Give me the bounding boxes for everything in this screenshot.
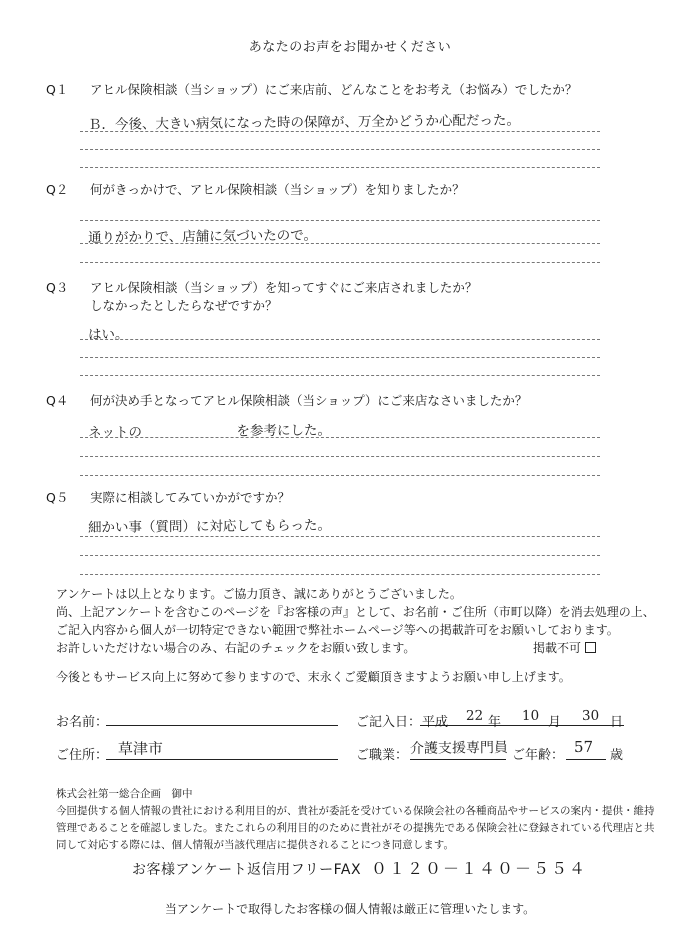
fax-number: ０１２０－１４０－５５４ bbox=[371, 859, 588, 878]
date-month-unit: 月 bbox=[548, 715, 562, 730]
q1-answer-line-3 bbox=[80, 167, 600, 168]
q5-number: Q５ bbox=[46, 490, 69, 505]
q5-answer-line-2 bbox=[80, 555, 600, 556]
q5-answer-line-1 bbox=[80, 536, 600, 537]
date-day[interactable]: 30 bbox=[581, 707, 600, 724]
q1-answer-line-2 bbox=[80, 149, 600, 150]
closing-message: 今後ともサービス向上に努めて参りますので、末永くご愛顧頂きますようお願い申し上げます。 bbox=[56, 670, 571, 684]
q5-question: 実際に相談してみていかがですか？ bbox=[90, 490, 291, 505]
q4-answer-line-2 bbox=[80, 456, 600, 457]
privacy-line-2: 管理であることを確認しました。またこれらの利用目的のために貴社がその提携先である保険会社に登録されている代理店と共 bbox=[56, 822, 655, 834]
address-field-underline bbox=[106, 759, 338, 760]
q2-answer[interactable]: 通りがかりで、店舗に気づいたので。 bbox=[87, 227, 318, 246]
notice-line-2: 尚、上記アンケートを含むこのページを『お客様の声』として、お名前・ご住所（市町以降）を消去処理の上、 bbox=[56, 605, 655, 619]
q1-question: アヒル保険相談（当ショップ）にご来店前、どんなことをお考え（お悩み）でしたか？ bbox=[90, 82, 578, 97]
q2-answer-line-3 bbox=[80, 262, 600, 263]
age-value[interactable]: 57 bbox=[573, 737, 594, 756]
address-label: ご住所： bbox=[56, 748, 109, 763]
q2-question: 何がきっかけで、アヒル保険相談（当ショップ）を知りましたか？ bbox=[90, 182, 465, 197]
q4-answer-line-1 bbox=[80, 437, 600, 438]
fax-line bbox=[132, 856, 587, 879]
q5-answer[interactable]: 細かい事（質問）に対応してもらった。 bbox=[87, 517, 332, 536]
notice-line-4: お許しいただけない場合のみ、右記のチェックをお願い致します。 bbox=[56, 641, 416, 655]
privacy-line-3: 同して対応する際には、個人情報が当該代理店に提供されることにつき同意します。 bbox=[56, 839, 454, 851]
q4-number: Q４ bbox=[46, 393, 69, 408]
company-name: 株式会社第一総合企画 御中 bbox=[56, 788, 193, 800]
age-field-underline bbox=[566, 759, 606, 760]
notice-line-3: ご記入内容から個人が一切特定できない範囲で弊社ホームページ等への掲載許可をお願いしております。 bbox=[56, 623, 619, 637]
q3-answer[interactable]: はい。 bbox=[87, 326, 129, 343]
date-era: 平成 bbox=[422, 715, 449, 730]
q3-question-line2: しなかったとしたらなぜですか？ bbox=[90, 298, 278, 313]
q1-answer-line-1 bbox=[80, 131, 600, 132]
date-year-unit: 年 bbox=[488, 715, 502, 730]
q1-number: Q１ bbox=[46, 82, 69, 97]
job-label: ご職業： bbox=[356, 748, 409, 763]
date-month[interactable]: 10 bbox=[521, 707, 540, 724]
q5-answer-line-3 bbox=[80, 574, 600, 575]
fax-label: お客様アンケート返信用フリーFAX bbox=[132, 862, 362, 878]
name-field[interactable] bbox=[106, 725, 338, 726]
age-label: ご年齢： bbox=[512, 748, 565, 763]
privacy-statement: 当アンケートで取得したお客様の個人情報は厳正に管理いたします。 bbox=[164, 902, 536, 916]
date-label: ご記入日： bbox=[356, 715, 422, 730]
date-field-underline bbox=[420, 725, 624, 726]
q3-question: アヒル保険相談（当ショップ）を知ってすぐにご来店されましたか？ bbox=[90, 280, 478, 295]
date-day-unit: 日 bbox=[610, 715, 624, 730]
q3-answer-line-3 bbox=[80, 375, 600, 376]
q4-question: 何が決め手となってアヒル保険相談（当ショップ）にご来店なさいましたか？ bbox=[90, 393, 528, 408]
address-value[interactable]: 草津市 bbox=[117, 739, 164, 758]
optout-checkbox[interactable] bbox=[585, 642, 596, 653]
q2-answer-line-2 bbox=[80, 243, 600, 244]
q3-number: Q３ bbox=[46, 280, 69, 295]
q4-answer-line-3 bbox=[80, 475, 600, 476]
page-title: あなたのお声をお聞かせください bbox=[248, 40, 452, 55]
q1-answer[interactable]: Ｂ．今後、大きい病気になった時の保障が、万全かどうか心配だった。 bbox=[87, 112, 521, 133]
q2-number: Q２ bbox=[46, 182, 69, 197]
name-label: お名前： bbox=[56, 715, 109, 730]
q3-answer-line-2 bbox=[80, 357, 600, 358]
privacy-line-1: 今回提供する個人情報の貴社における利用目的が、貴社が委託を受けている保険会社の各種商品やサービスの案内・提供・維持 bbox=[56, 805, 655, 817]
q2-answer-line-1 bbox=[80, 220, 600, 221]
job-field-underline bbox=[410, 759, 506, 760]
q4-answer[interactable]: ネットの を参考にした。 bbox=[87, 422, 332, 441]
job-value[interactable]: 介護支援専門員 bbox=[409, 739, 509, 757]
date-year[interactable]: 22 bbox=[465, 707, 484, 724]
optout-label: 掲載不可 bbox=[533, 641, 582, 655]
q3-answer-line-1 bbox=[80, 339, 600, 340]
notice-line-1: アンケートは以上となります。ご協力頂き、誠にありがとうございました。 bbox=[56, 587, 462, 601]
age-unit: 歳 bbox=[610, 748, 624, 763]
optout-option[interactable] bbox=[533, 639, 596, 656]
